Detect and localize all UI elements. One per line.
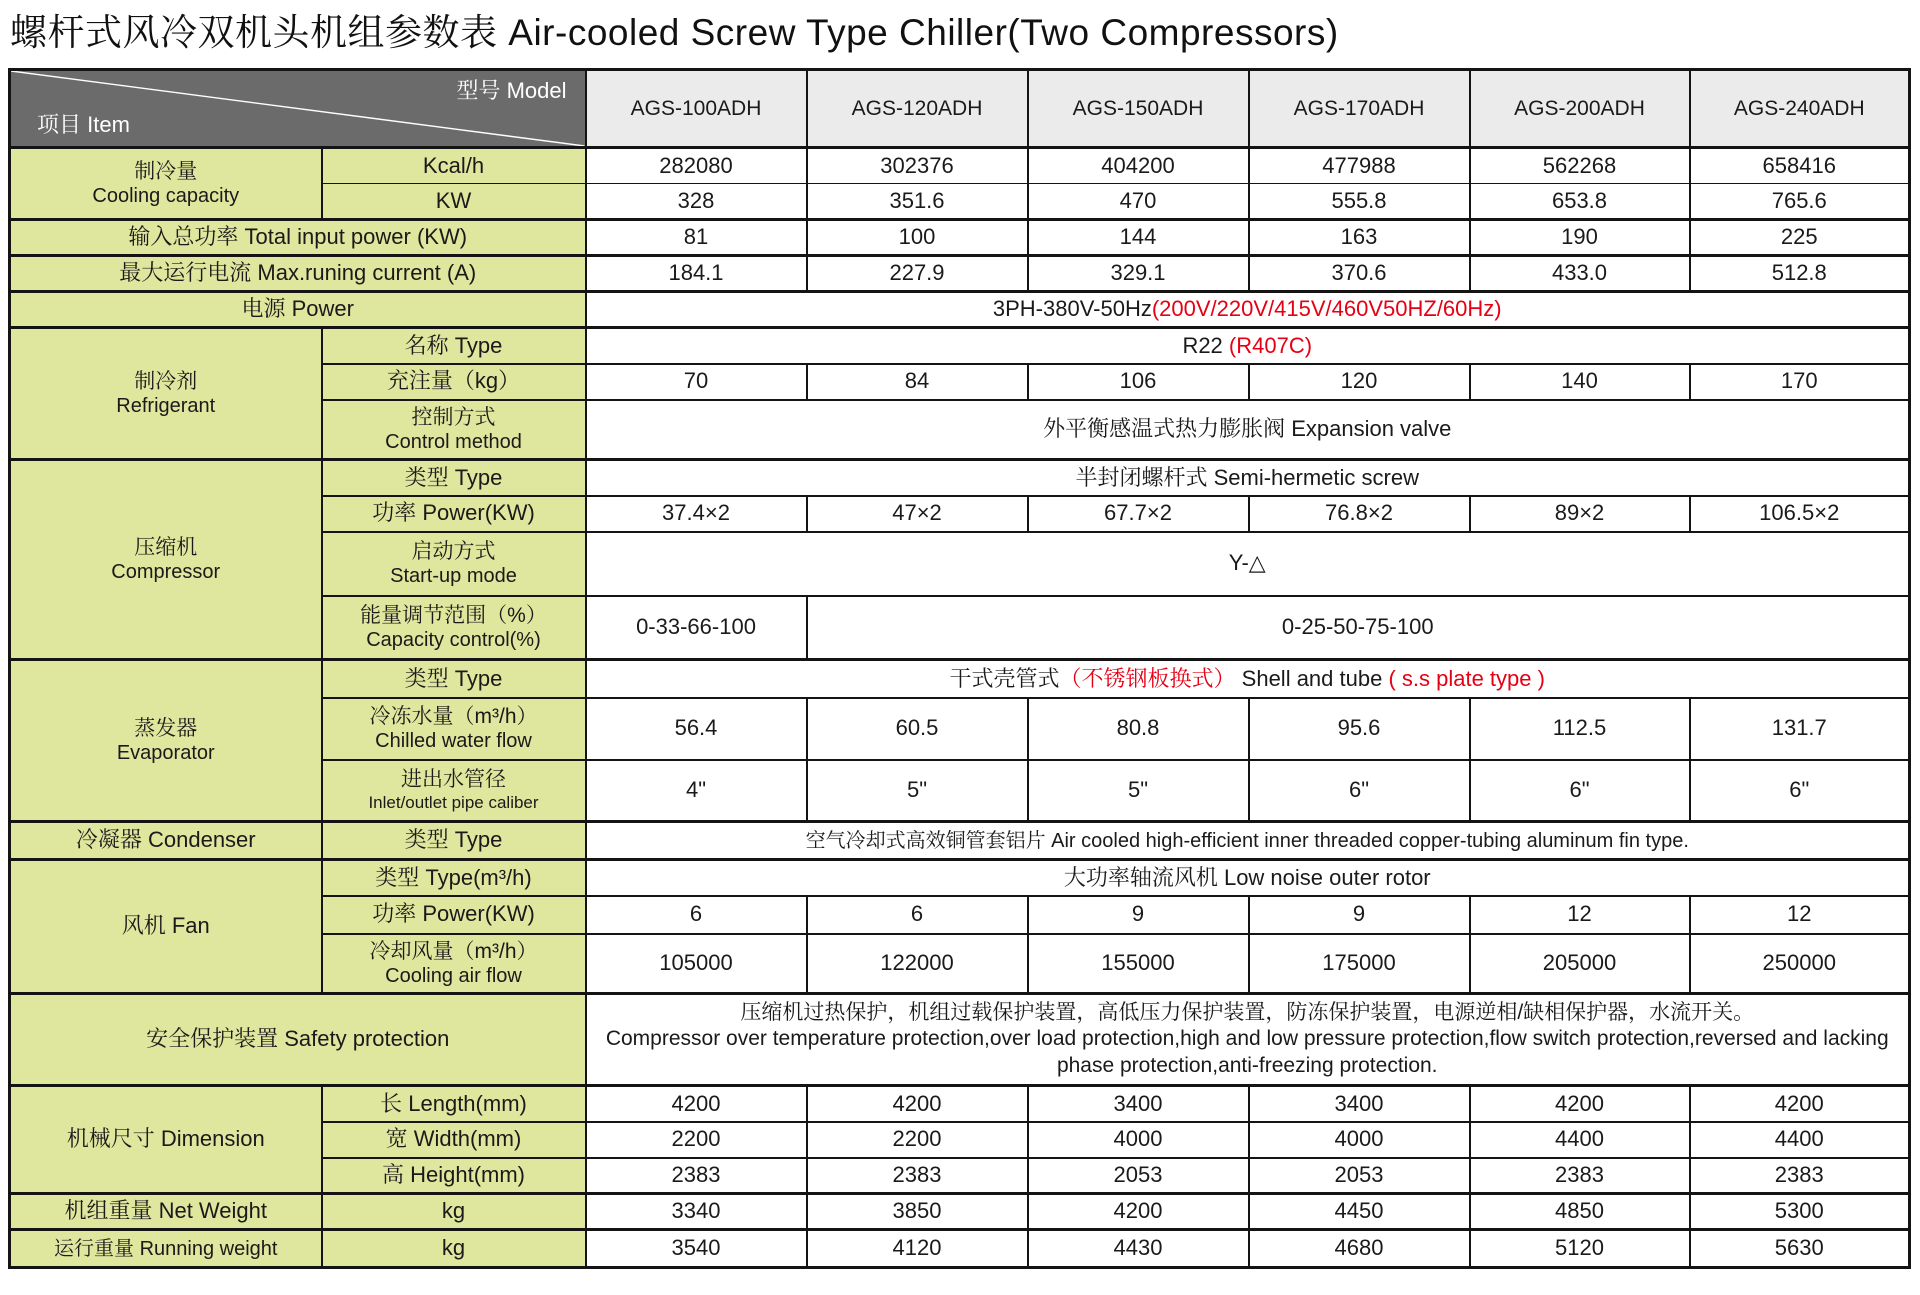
row-label-zh: 进出水管径: [401, 768, 506, 792]
row-label-capacity-control: [322, 596, 586, 660]
value-cell: 4200: [1028, 1194, 1249, 1230]
value-cell: 131.7: [1690, 698, 1910, 760]
value-cell: 112.5: [1470, 698, 1690, 760]
group-label-en: Refrigerant: [116, 395, 216, 418]
value-cell: 56.4: [586, 698, 807, 760]
table-row-fan-type: [10, 860, 1910, 896]
value-cell: 512.8: [1690, 256, 1910, 292]
value-cell: 95.6: [1249, 698, 1470, 760]
row-label-en: Control method: [385, 430, 522, 453]
safety-text-en: Compressor over temperature protection,over load protection,high and low pressure protection,flow switch protection,reversed and lacking phase protection,anti-freezing protection.: [605, 1027, 1889, 1077]
group-label-fan: 风机 Fan: [10, 860, 322, 994]
value-cell: 328: [586, 184, 807, 220]
row-label-en: Start-up mode: [390, 565, 517, 588]
value-cell: 3400: [1028, 1086, 1249, 1122]
refrigerant-name-value-alt: (R407C): [1228, 332, 1313, 358]
row-label-fan-type: 类型 Type(m³/h): [322, 860, 586, 896]
model-axis-label: 型号 Model: [456, 78, 567, 103]
value-cell: 4120: [807, 1230, 1028, 1268]
value-cell: 105000: [586, 934, 807, 994]
spec-table: [8, 68, 1911, 1269]
value-cell: 120: [1249, 364, 1470, 400]
value-cell: 184.1: [586, 256, 807, 292]
value-cell: 4450: [1249, 1194, 1470, 1230]
row-label-zh: 控制方式: [411, 405, 496, 429]
row-label-height: 高 Height(mm): [322, 1158, 586, 1194]
value-cell: 433.0: [1470, 256, 1690, 292]
value-cell: 67.7×2: [1028, 496, 1249, 532]
table-row-running-weight: [10, 1230, 1910, 1268]
value-cell: 2053: [1249, 1158, 1470, 1194]
group-label-zh: 蒸发器: [134, 716, 198, 740]
table-row-net-weight: [10, 1194, 1910, 1230]
value-cell: 329.1: [1028, 256, 1249, 292]
table-row-refrigerant-name: [10, 328, 1910, 364]
value-cell: 6": [1470, 760, 1690, 822]
group-label-zh: 制冷量: [134, 159, 198, 183]
value-cell: 4850: [1470, 1194, 1690, 1230]
evaporator-type-en: Shell and tube: [1235, 665, 1389, 691]
value-cell: 4": [586, 760, 807, 822]
value-cell: 163: [1249, 220, 1470, 256]
value-cell: 9: [1249, 896, 1470, 934]
value-cell: 122000: [807, 934, 1028, 994]
row-label-power-supply: 电源 Power: [10, 292, 586, 328]
value-cell: 47×2: [807, 496, 1028, 532]
value-cell: 3400: [1249, 1086, 1470, 1122]
value-cell: 81: [586, 220, 807, 256]
value-cell: 555.8: [1249, 184, 1470, 220]
unit-cell-net-weight: kg: [322, 1194, 586, 1230]
row-label-cooling-air-flow: [322, 934, 586, 994]
row-label-kcal: Kcal/h: [322, 148, 586, 184]
value-cell: 140: [1470, 364, 1690, 400]
row-label-total-input: 输入总功率 Total input power (KW): [10, 220, 586, 256]
table-row-power-supply: [10, 292, 1910, 328]
value-cell: 5": [1028, 760, 1249, 822]
value-cell: 2383: [807, 1158, 1028, 1194]
value-cell: 282080: [586, 148, 807, 184]
row-label-net-weight: 机组重量 Net Weight: [10, 1194, 322, 1230]
row-label-pipe-caliber: [322, 760, 586, 822]
group-label-en: Cooling capacity: [92, 185, 240, 208]
row-label-zh: 冷冻水量（m³/h）: [369, 704, 538, 728]
value-cell: 6: [807, 896, 1028, 934]
model-header-cell: AGS-170ADH: [1249, 70, 1470, 148]
table-row-cooling-kcal: [10, 148, 1910, 184]
row-label-max-current: 最大运行电流 Max.runing current (A): [10, 256, 586, 292]
evaporator-type-zh-alt: （不锈钢板换式）: [1059, 665, 1236, 691]
group-label-zh: 制冷剂: [134, 369, 198, 393]
value-cell: 658416: [1690, 148, 1910, 184]
value-cell: 302376: [807, 148, 1028, 184]
value-cell: 9: [1028, 896, 1249, 934]
value-cell: 2383: [1690, 1158, 1910, 1194]
group-label-refrigerant: [10, 328, 322, 460]
value-cell: 80.8: [1028, 698, 1249, 760]
value-cell: 370.6: [1249, 256, 1470, 292]
value-cell: 227.9: [807, 256, 1028, 292]
table-row-condenser: [10, 822, 1910, 860]
value-cell: 76.8×2: [1249, 496, 1470, 532]
evaporator-type-zh: 干式壳管式: [949, 665, 1060, 691]
row-label-zh: 启动方式: [411, 539, 496, 563]
value-cell: 190: [1470, 220, 1690, 256]
row-label-zh: 冷却风量（m³/h）: [369, 939, 538, 963]
table-row-length: [10, 1086, 1910, 1122]
value-cell: 106.5×2: [1690, 496, 1910, 532]
row-label-refrigerant-name: 名称 Type: [322, 328, 586, 364]
value-cell: 4200: [1690, 1086, 1910, 1122]
value-cell: 12: [1690, 896, 1910, 934]
row-label-fan-power: 功率 Power(KW): [322, 896, 586, 934]
value-cell: 70: [586, 364, 807, 400]
value-cell: 205000: [1470, 934, 1690, 994]
row-label-en: Inlet/outlet pipe caliber: [368, 792, 539, 812]
power-supply-value: 3PH-380V-50Hz: [992, 296, 1152, 322]
value-cell: 84: [807, 364, 1028, 400]
model-header-cell: AGS-240ADH: [1690, 70, 1910, 148]
group-label-en: Compressor: [111, 561, 221, 584]
value-cell: 60.5: [807, 698, 1028, 760]
group-label-condenser: 冷凝器 Condenser: [10, 822, 322, 860]
merged-value-cell-capacity-rest: 0-25-50-75-100: [807, 596, 1910, 660]
model-header-cell: AGS-120ADH: [807, 70, 1028, 148]
value-cell: 12: [1470, 896, 1690, 934]
row-label-safety: 安全保护装置 Safety protection: [10, 994, 586, 1086]
merged-value-cell-fan-type: 大功率轴流风机 Low noise outer rotor: [586, 860, 1910, 896]
value-cell: 4680: [1249, 1230, 1470, 1268]
value-cell: 5120: [1470, 1230, 1690, 1268]
merged-value-cell-refrigerant-name: [586, 328, 1910, 364]
value-cell: 4430: [1028, 1230, 1249, 1268]
row-label-compressor-type: 类型 Type: [322, 460, 586, 496]
row-label-charge: 充注量（kg）: [322, 364, 586, 400]
group-label-dimension: 机械尺寸 Dimension: [10, 1086, 322, 1194]
page-title: 螺杆式风冷双机头机组参数表 Air-cooled Screw Type Chiller(Two Compressors): [10, 12, 1339, 53]
row-label-length: 长 Length(mm): [322, 1086, 586, 1122]
value-cell: 5": [807, 760, 1028, 822]
value-cell: 225: [1690, 220, 1910, 256]
table-row-max-current: [10, 256, 1910, 292]
table-row-safety: [10, 994, 1910, 1086]
value-cell: 100: [807, 220, 1028, 256]
model-header-cell: AGS-200ADH: [1470, 70, 1690, 148]
value-cell: 2383: [1470, 1158, 1690, 1194]
group-label-compressor: [10, 460, 322, 660]
value-cell: 4400: [1470, 1122, 1690, 1158]
evaporator-type-en-alt: ( s.s plate type ): [1388, 665, 1545, 691]
value-cell: 6": [1249, 760, 1470, 822]
row-label-chilled-water-flow: [322, 698, 586, 760]
value-cell: 5630: [1690, 1230, 1910, 1268]
row-label-en: Cooling air flow: [385, 964, 522, 987]
value-cell: 653.8: [1470, 184, 1690, 220]
model-header-cell: AGS-100ADH: [586, 70, 807, 148]
row-label-startup-mode: [322, 532, 586, 596]
table-row-compressor-type: [10, 460, 1910, 496]
value-cell: 470: [1028, 184, 1249, 220]
refrigerant-name-value: R22: [1182, 332, 1229, 358]
merged-value-cell-compressor-type: 半封闭螺杆式 Semi-hermetic screw: [586, 460, 1910, 496]
value-cell: 250000: [1690, 934, 1910, 994]
value-cell: 170: [1690, 364, 1910, 400]
table-row-total-input: [10, 220, 1910, 256]
value-cell: 4000: [1249, 1122, 1470, 1158]
value-cell: 2383: [586, 1158, 807, 1194]
value-cell: 37.4×2: [586, 496, 807, 532]
merged-value-cell-safety: [586, 994, 1910, 1086]
value-cell: 2200: [586, 1122, 807, 1158]
safety-text-zh: 压缩机过热保护，机组过载保护装置，高低压力保护装置，防冻保护装置，电源逆相/缺相保护器，水流开关。: [740, 1001, 1755, 1025]
group-label-cooling: [10, 148, 322, 220]
value-cell: 155000: [1028, 934, 1249, 994]
table-header-row: [10, 70, 1910, 148]
merged-value-cell-control-method: 外平衡感温式热力膨胀阀 Expansion valve: [586, 400, 1910, 460]
value-cell: 562268: [1470, 148, 1690, 184]
value-cell: 351.6: [807, 184, 1028, 220]
value-cell: 765.6: [1690, 184, 1910, 220]
value-cell: 3340: [586, 1194, 807, 1230]
row-label-running-weight: 运行重量 Running weight: [10, 1230, 322, 1268]
value-cell: 3540: [586, 1230, 807, 1268]
value-cell: 4200: [1470, 1086, 1690, 1122]
power-supply-value-alt: (200V/220V/415V/460V50HZ/60Hz): [1151, 296, 1502, 322]
corner-cell: [10, 70, 586, 148]
value-cell: 404200: [1028, 148, 1249, 184]
row-label-en: Capacity control(%): [366, 628, 541, 651]
value-cell: 6": [1690, 760, 1910, 822]
merged-value-cell-power-supply: [586, 292, 1910, 328]
value-cell: 6: [586, 896, 807, 934]
value-cell: 2200: [807, 1122, 1028, 1158]
item-axis-label: 项目 Item: [37, 111, 130, 137]
merged-value-cell-evaporator-type: [586, 660, 1910, 698]
group-label-evaporator: [10, 660, 322, 822]
row-label-condenser-type: 类型 Type: [322, 822, 586, 860]
value-cell: 144: [1028, 220, 1249, 256]
row-label-compressor-power: 功率 Power(KW): [322, 496, 586, 532]
value-cell: 4400: [1690, 1122, 1910, 1158]
merged-value-cell-condenser: 空气冷却式高效铜管套铝片 Air cooled high-efficient inner threaded copper-tubing aluminum fin type.: [586, 822, 1910, 860]
row-label-en: Chilled water flow: [375, 730, 532, 753]
row-label-control-method: [322, 400, 586, 460]
group-label-zh: 压缩机: [134, 535, 198, 559]
row-label-kw: KW: [322, 184, 586, 220]
row-label-zh: 能量调节范围（%）: [360, 603, 547, 627]
table-row-evaporator-type: [10, 660, 1910, 698]
model-header-cell: AGS-150ADH: [1028, 70, 1249, 148]
value-cell: 5300: [1690, 1194, 1910, 1230]
value-cell: 106: [1028, 364, 1249, 400]
row-label-width: 宽 Width(mm): [322, 1122, 586, 1158]
merged-value-cell-startup-mode: Y-△: [586, 532, 1910, 596]
row-label-evaporator-type: 类型 Type: [322, 660, 586, 698]
value-cell: 2053: [1028, 1158, 1249, 1194]
value-cell: 175000: [1249, 934, 1470, 994]
value-cell-capacity-first: 0-33-66-100: [586, 596, 807, 660]
value-cell: 4200: [586, 1086, 807, 1122]
unit-cell-running-weight: kg: [322, 1230, 586, 1268]
value-cell: 4000: [1028, 1122, 1249, 1158]
value-cell: 477988: [1249, 148, 1470, 184]
value-cell: 3850: [807, 1194, 1028, 1230]
value-cell: 89×2: [1470, 496, 1690, 532]
value-cell: 4200: [807, 1086, 1028, 1122]
group-label-en: Evaporator: [116, 742, 215, 765]
